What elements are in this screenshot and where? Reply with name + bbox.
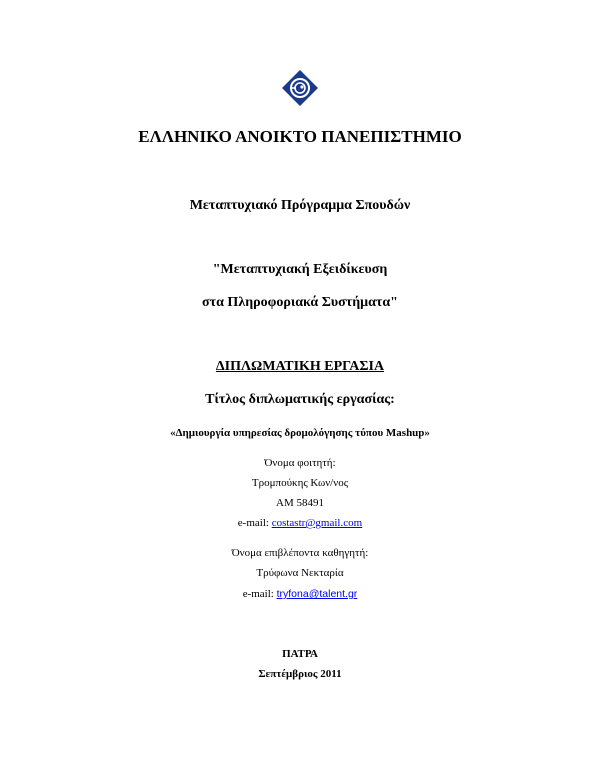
- date: Σεπτέμβριος 2011: [258, 668, 342, 680]
- student-label: Όνομα φοιτητή:: [264, 457, 336, 469]
- supervisor-email-link[interactable]: tryfona@talent.gr: [276, 588, 358, 600]
- city: ΠΑΤΡΑ: [282, 648, 318, 660]
- student-email-label: e-mail:: [237, 517, 269, 529]
- specialization-line-2: στα Πληροφοριακά Συστήματα": [202, 295, 398, 310]
- thesis-title: «Δημιουργία υπηρεσίας δρομολόγησης τύπου Mashup»: [170, 427, 430, 439]
- document-type-label: ΔΙΠΛΩΜΑΤΙΚΗ ΕΡΓΑΣΙΑ: [215, 359, 385, 374]
- program-name: Μεταπτυχιακό Πρόγραμμα Σπουδών: [189, 198, 411, 213]
- document-type: [0, 358, 600, 376]
- student-name: Τρομπούκης Κων/νος: [251, 477, 349, 489]
- supervisor-email-row: [0, 587, 600, 601]
- university-name: ΕΛΛΗΝΙΚΟ ΑΝΟΙΚΤΟ ΠΑΝΕΠΙΣΤΗΜΙΟ: [138, 127, 462, 146]
- supervisor-email-label: e-mail:: [242, 588, 274, 600]
- university-logo-icon: [282, 70, 318, 106]
- student-email-link[interactable]: costastr@gmail.com: [271, 517, 363, 529]
- student-email-row: [0, 516, 600, 530]
- supervisor-label: Όνομα επιβλέποντα καθηγητή:: [231, 547, 369, 559]
- student-id: ΑΜ 58491: [276, 497, 324, 509]
- specialization-line-1: "Μεταπτυχιακή Εξειδίκευση: [212, 262, 388, 277]
- supervisor-name: Τρύφωνα Νεκταρία: [256, 567, 344, 579]
- thesis-title-label: Τίτλος διπλωματικής εργασίας:: [205, 392, 395, 407]
